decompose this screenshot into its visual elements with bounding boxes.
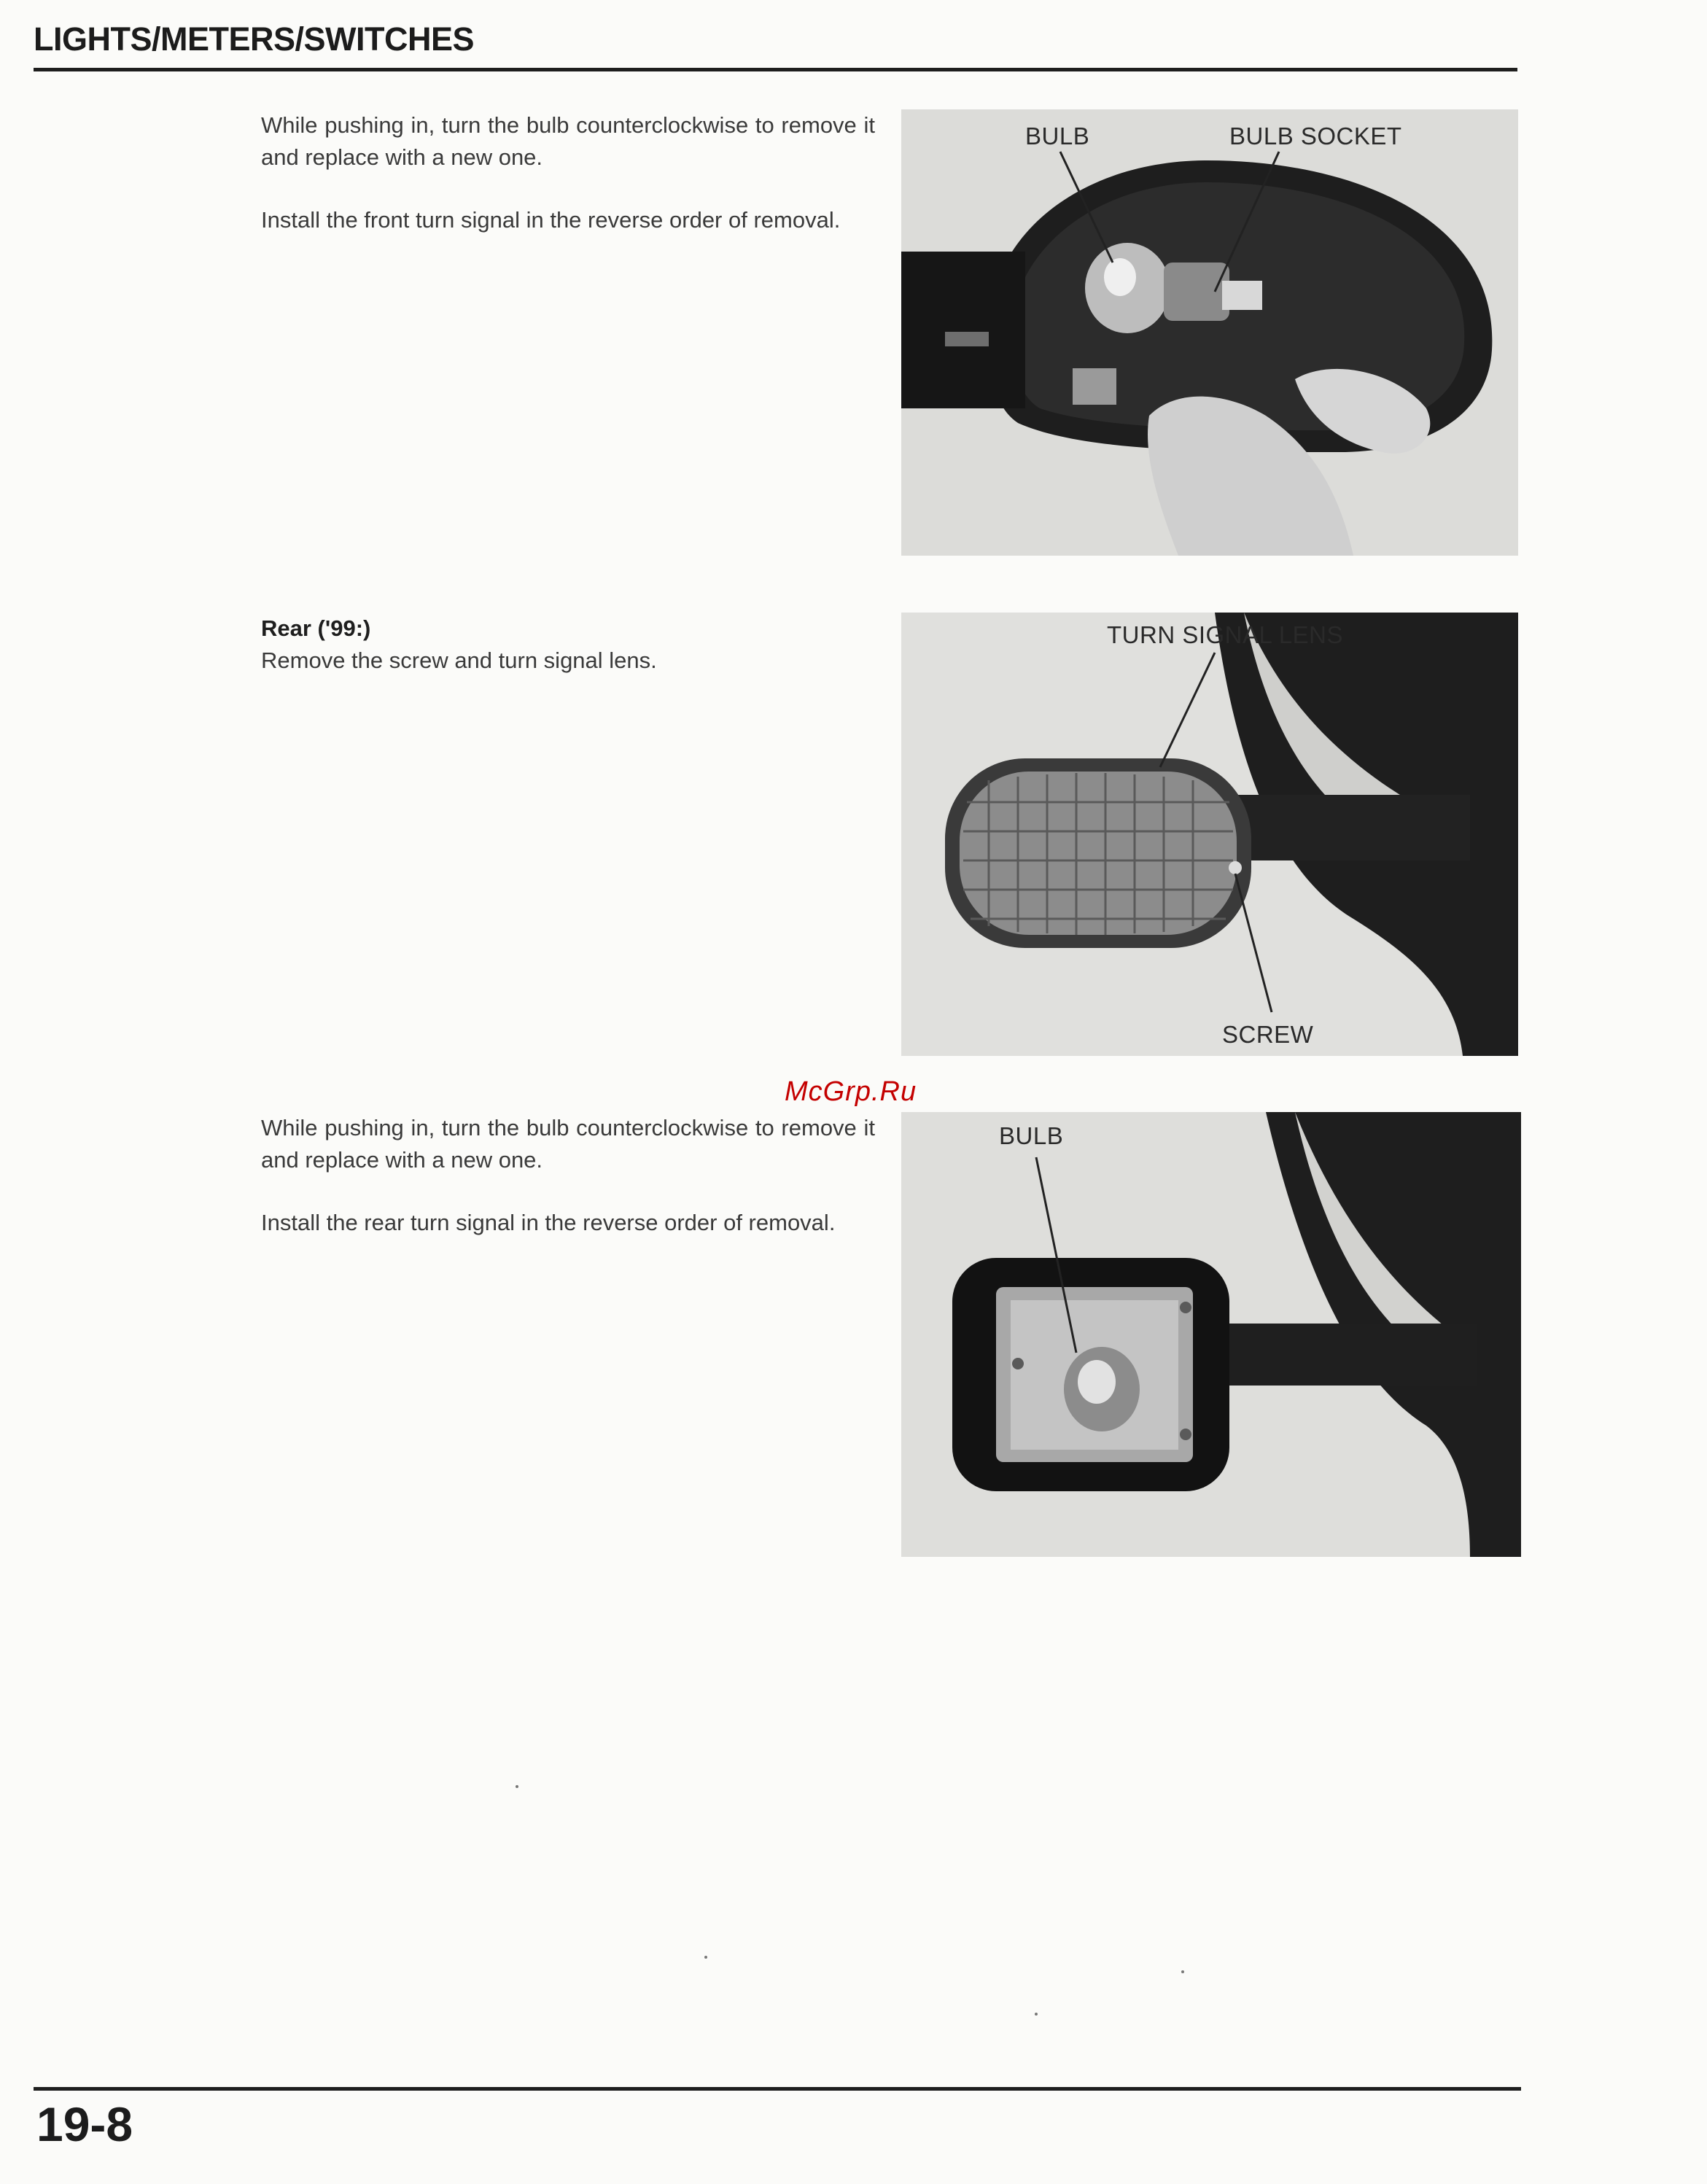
callout-bulb: BULB — [999, 1122, 1064, 1149]
rear-turn-signal-lens-photo — [901, 613, 1518, 1056]
paragraph: Install the front turn signal in the reverse order of removal. — [261, 207, 841, 233]
watermark: McGrp.Ru — [785, 1076, 917, 1107]
rear-turn-signal-bulb-illustration — [901, 1112, 1521, 1557]
section-heading-rear: Rear ('99:) — [261, 615, 371, 641]
footer-rule — [34, 2087, 1521, 2091]
section-rear-bulb-text — [261, 1112, 875, 1270]
paragraph: While pushing in, turn the bulb counterclockwise to remove it and replace with a new one. — [261, 112, 875, 170]
page-number: 19-8 — [36, 2097, 133, 2151]
scan-speck — [704, 1956, 707, 1959]
rear-turn-signal-lens-illustration — [901, 613, 1518, 1056]
paragraph: While pushing in, turn the bulb counterclockwise to remove it and replace with a new one. — [261, 1115, 875, 1173]
callout-screw: SCREW — [1222, 1021, 1314, 1048]
rear-turn-signal-bulb-photo — [901, 1112, 1521, 1557]
front-turn-signal-photo — [901, 109, 1518, 556]
section-rear-lens-text — [261, 613, 875, 707]
scan-speck — [516, 1785, 518, 1788]
front-turn-signal-illustration — [901, 109, 1518, 556]
header-rule — [34, 68, 1517, 71]
callout-bulb: BULB — [1025, 123, 1090, 149]
scan-speck — [1035, 2013, 1038, 2016]
callout-turn-signal-lens: TURN SIGNAL LENS — [1107, 621, 1344, 648]
scan-speck — [1181, 1970, 1184, 1973]
paragraph: Install the rear turn signal in the reverse order of removal. — [261, 1210, 836, 1235]
callout-bulb-socket: BULB SOCKET — [1229, 123, 1402, 149]
page-title: LIGHTS/METERS/SWITCHES — [34, 20, 475, 58]
paragraph: Remove the screw and turn signal lens. — [261, 648, 657, 673]
section-front-bulb-text — [261, 109, 875, 267]
